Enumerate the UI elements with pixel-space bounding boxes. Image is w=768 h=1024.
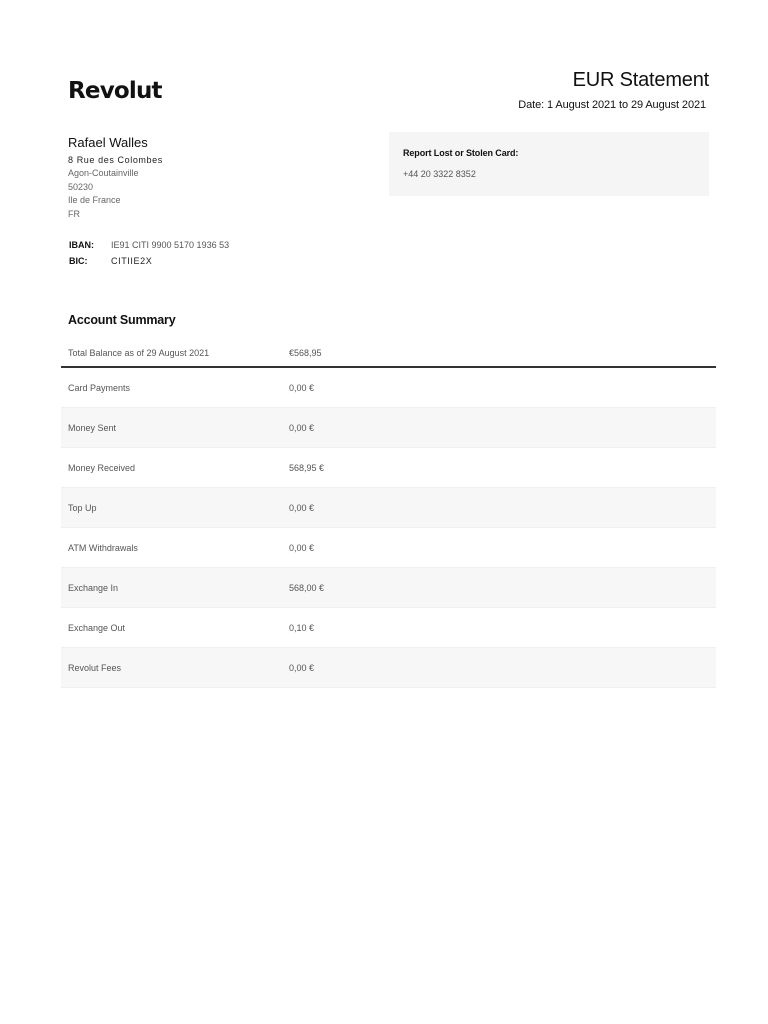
total-balance-value: €568,95 (289, 348, 322, 358)
bic-label: BIC: (69, 256, 88, 266)
summary-row-label: Money Received (68, 462, 136, 473)
holder-street: 8 Rue des Colombes (68, 155, 163, 165)
bic-value: CITIIE2X (111, 256, 153, 266)
summary-row-label: Revolut Fees (68, 662, 122, 673)
summary-row-value: 0,00 € (289, 422, 315, 433)
summary-row-value: 568,95 € (289, 462, 325, 473)
summary-row-value: 0,00 € (289, 382, 315, 393)
summary-row-value: 0,00 € (289, 502, 315, 513)
lost-card-box (389, 132, 709, 196)
summary-row-exchange-out (61, 608, 716, 648)
account-holder-block (68, 135, 163, 221)
summary-row-money-sent (61, 408, 716, 448)
summary-row-exchange-in (61, 568, 716, 608)
account-summary-table (61, 340, 716, 688)
holder-region: Ile de France (68, 195, 121, 205)
account-summary-title: Account Summary (68, 313, 176, 327)
summary-row-label: Money Sent (68, 422, 117, 433)
summary-row-top-up (61, 488, 716, 528)
total-balance-row (61, 340, 716, 368)
statement-date-range: Date: 1 August 2021 to 29 August 2021 (518, 99, 706, 111)
summary-row-money-received (61, 448, 716, 488)
statement-title: EUR Statement (572, 69, 709, 91)
iban-row (69, 237, 229, 253)
summary-row-value: 0,00 € (289, 662, 315, 673)
holder-name: Rafael Walles (68, 135, 148, 150)
holder-postcode: 50230 (68, 181, 94, 192)
summary-row-revolut-fees (61, 648, 716, 688)
iban-value: IE91 CITI 9900 5170 1936 53 (111, 240, 230, 250)
holder-country: FR (68, 208, 80, 219)
summary-row-value: 0,00 € (289, 542, 315, 553)
summary-row-value: 0,10 € (289, 622, 315, 633)
lost-card-title: Report Lost or Stolen Card: (403, 148, 519, 158)
summary-row-label: Card Payments (68, 382, 131, 393)
summary-row-label: Top Up (68, 502, 97, 513)
holder-city: Agon-Coutainville (68, 168, 139, 178)
summary-row-card-payments (61, 368, 716, 408)
iban-label: IBAN: (69, 240, 94, 250)
summary-row-atm-withdrawals (61, 528, 716, 568)
lost-card-phone: +44 20 3322 8352 (403, 169, 476, 179)
summary-row-label: Exchange Out (68, 622, 126, 633)
total-balance-label: Total Balance as of 29 August 2021 (68, 348, 210, 358)
summary-row-value: 568,00 € (289, 582, 325, 593)
summary-row-label: ATM Withdrawals (68, 542, 138, 553)
summary-row-label: Exchange In (68, 582, 119, 593)
bank-details (69, 237, 229, 269)
bic-row (69, 253, 229, 269)
revolut-logo: Revolut (68, 78, 162, 104)
